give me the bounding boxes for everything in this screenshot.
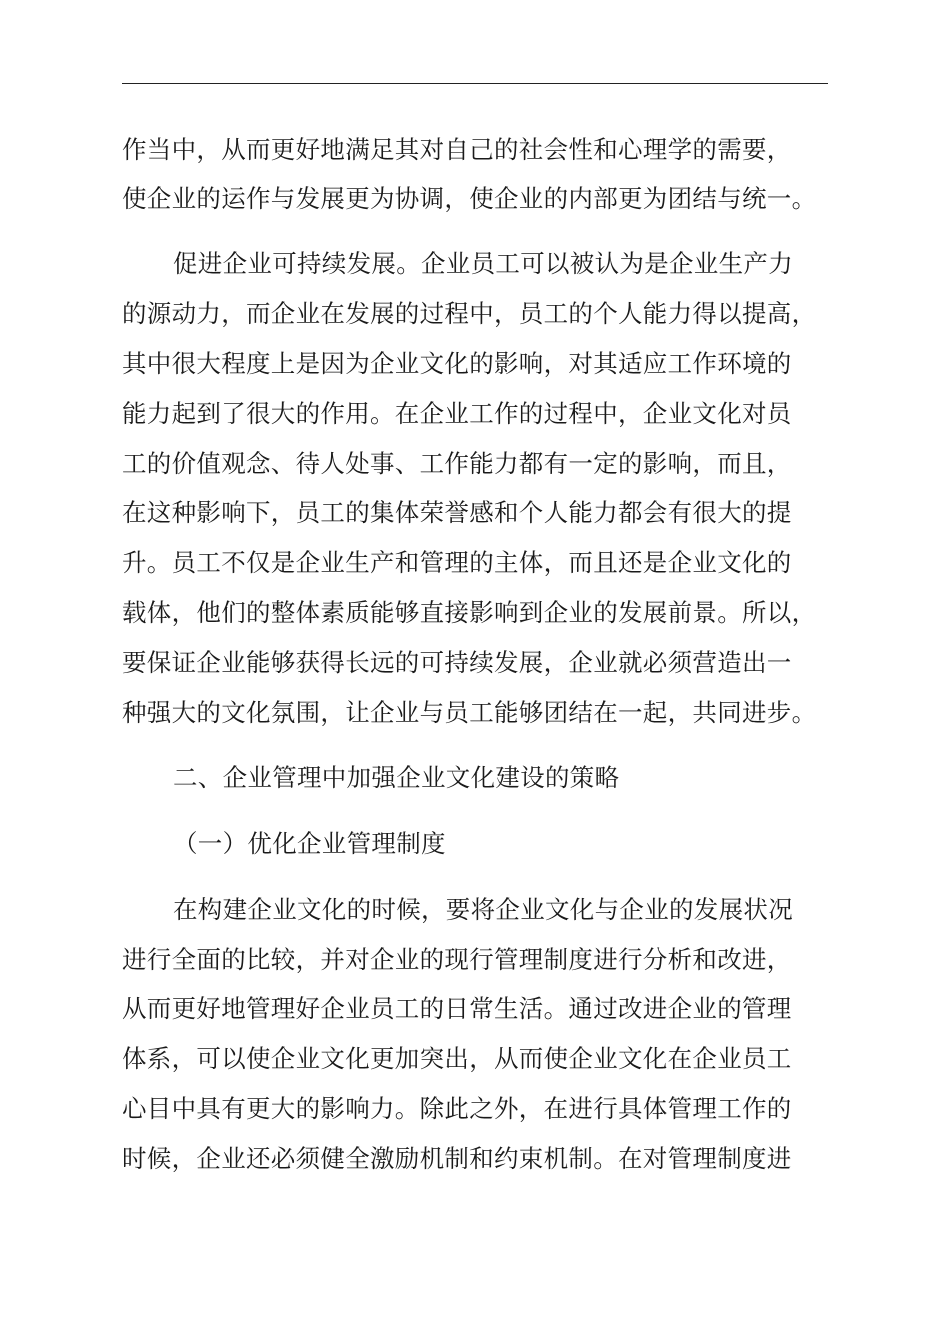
paragraph-line: 的源动力，而企业在发展的过程中，员工的个人能力得以提高， xyxy=(122,299,817,328)
paragraph-line: 工的价值观念、待人处事、工作能力都有一定的影响，而且， xyxy=(122,449,792,478)
paragraph-line: 在这种影响下，员工的集体荣誉感和个人能力都会有很大的提 xyxy=(122,498,792,527)
paragraph-line: 促进企业可持续发展。企业员工可以被认为是企业生产力 xyxy=(173,249,793,278)
paragraph-line: 从而更好地管理好企业员工的日常生活。通过改进企业的管理 xyxy=(122,994,792,1023)
paragraph-line: 其中很大程度上是因为企业文化的影响，对其适应工作环境的 xyxy=(122,349,792,378)
paragraph-line: 体系，可以使企业文化更加突出，从而使企业文化在企业员工 xyxy=(122,1044,792,1073)
paragraph-line: 升。员工不仅是企业生产和管理的主体，而且还是企业文化的 xyxy=(122,548,792,577)
paragraph-line: 能力起到了很大的作用。在企业工作的过程中，企业文化对员 xyxy=(122,399,792,428)
paragraph-line: 要保证企业能够获得长远的可持续发展，企业就必须营造出一 xyxy=(122,648,792,677)
paragraph-line: 心目中具有更大的影响力。除此之外，在进行具体管理工作的 xyxy=(122,1094,792,1123)
header-rule xyxy=(122,83,828,84)
paragraph-line: 在构建企业文化的时候，要将企业文化与企业的发展状况 xyxy=(173,895,793,924)
section-heading: 二、企业管理中加强企业文化建设的策略 xyxy=(173,763,620,792)
subsection-heading: （一）优化企业管理制度 xyxy=(173,829,446,858)
paragraph-line: 种强大的文化氛围，让企业与员工能够团结在一起，共同进步。 xyxy=(122,698,817,727)
paragraph-line: 时候，企业还必须健全激励机制和约束机制。在对管理制度进 xyxy=(122,1144,792,1173)
paragraph-line: 使企业的运作与发展更为协调，使企业的内部更为团结与统一。 xyxy=(122,184,817,213)
paragraph-line: 载体，他们的整体素质能够直接影响到企业的发展前景。所以， xyxy=(122,598,817,627)
paragraph-line: 进行全面的比较，并对企业的现行管理制度进行分析和改进， xyxy=(122,945,792,974)
paragraph-line: 作当中，从而更好地满足其对自己的社会性和心理学的需要， xyxy=(122,135,792,164)
